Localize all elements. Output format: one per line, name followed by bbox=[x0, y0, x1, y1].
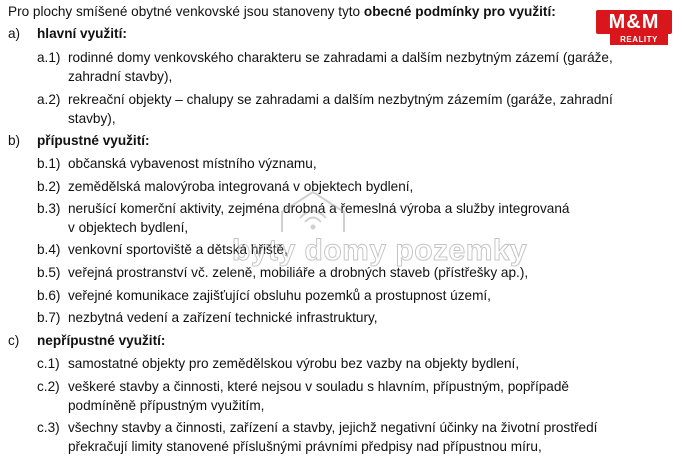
section-heading: hlavní využití: bbox=[37, 26, 127, 41]
item-marker: b.2) bbox=[37, 179, 61, 194]
item-line: veřejné komunikace zajišťující obsluhu pozemků a prostupnost území, bbox=[68, 288, 491, 303]
intro-paragraph bbox=[8, 2, 556, 22]
section-heading: nepřípustné využití: bbox=[37, 333, 166, 348]
item-line: všechny stavby a činnosti, zařízení a stavby, jejichž negativní účinky na životní prostředí bbox=[68, 420, 598, 435]
item-line: překračují limity stanovené příslušnými právními předpisy nad přípustnou míru, bbox=[68, 439, 542, 454]
item-line: rodinné domy venkovského charakteru se zahradami a dalším nezbytným zázemí (garáže, bbox=[68, 50, 613, 65]
mm-reality-logo bbox=[596, 10, 672, 46]
section-marker: a) bbox=[8, 26, 21, 41]
item-marker: b.6) bbox=[37, 288, 61, 303]
item-line: v objektech bydlení, bbox=[68, 220, 189, 235]
item-marker: b.7) bbox=[37, 310, 61, 325]
item-line: veškeré stavby a činnosti, které nejsou v souladu s hlavním, přípustným, popřípadě bbox=[68, 379, 569, 394]
item-marker: a.2) bbox=[37, 92, 61, 107]
item-line: rekreační objekty – chalupy se zahradami a dalším nezbytným zázemím (garáže, zahradní bbox=[68, 92, 613, 107]
item-line: nezbytná vedení a zařízení technické infrastruktury, bbox=[68, 310, 378, 325]
section-marker: b) bbox=[8, 133, 21, 148]
item-marker: c.1) bbox=[37, 356, 60, 371]
section-heading: přípustné využití: bbox=[37, 133, 150, 148]
item-marker: b.5) bbox=[37, 265, 61, 280]
item-marker: b.4) bbox=[37, 242, 61, 257]
item-line: zemědělská malovýroba integrovaná v objektech bydlení, bbox=[68, 179, 414, 194]
item-line: podmíněně přípustným využitím, bbox=[68, 398, 265, 413]
logo-top-text: M&M bbox=[596, 10, 672, 34]
item-marker: b.1) bbox=[37, 156, 61, 171]
item-line: veřejná prostranství vč. zeleně, mobiliáře a drobných staveb (přístřešky ap.), bbox=[68, 265, 529, 280]
intro-bold-text: obecné podmínky pro využití: bbox=[363, 4, 556, 19]
watermark-house-icon bbox=[274, 188, 352, 236]
item-line: občanská vybavenost místního významu, bbox=[68, 156, 317, 171]
watermark-text: byty domy pozemky bbox=[232, 234, 528, 267]
item-line: venkovní sportoviště a dětská hřiště, bbox=[68, 242, 288, 257]
item-line: nerušící komerční aktivity, zejména drobná a řemeslná výroba a služby integrovaná bbox=[68, 201, 570, 216]
item-line: zahradní stavby), bbox=[68, 69, 173, 84]
item-marker: b.3) bbox=[37, 201, 61, 216]
item-marker: c.3) bbox=[37, 420, 60, 435]
section-marker: c) bbox=[8, 333, 20, 348]
item-marker: c.2) bbox=[37, 379, 60, 394]
item-line: samostatné objekty pro zemědělskou výrobu bez vazby na objekty bydlení, bbox=[68, 356, 520, 371]
intro-text: Pro plochy smíšené obytné venkovské jsou stanoveny tyto bbox=[8, 4, 364, 19]
logo-bottom-text: REALITY bbox=[610, 34, 668, 45]
item-marker: a.1) bbox=[37, 50, 61, 65]
item-line: stavby), bbox=[68, 111, 116, 126]
